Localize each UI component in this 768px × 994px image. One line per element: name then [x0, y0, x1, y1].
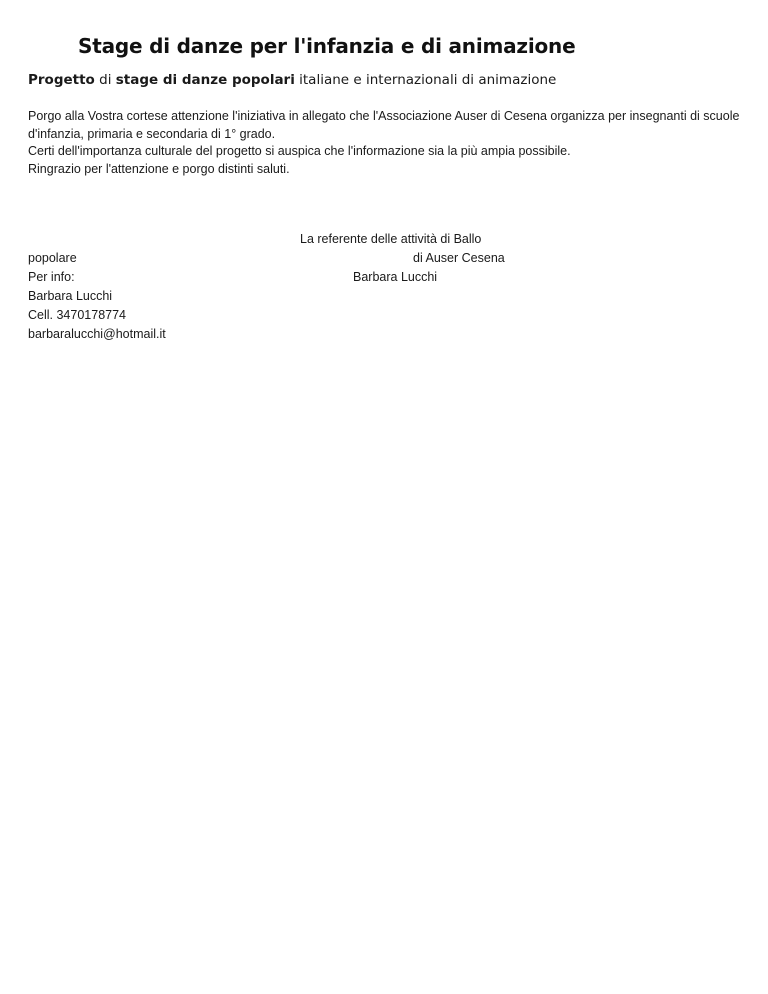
signature-line-2-right: di Auser Cesena	[413, 251, 505, 265]
paragraph-importance: Certi dell'importanza culturale del progetto si auspica che l'informazione sia la più ampia possibile.	[28, 144, 571, 158]
signature-line-1: La referente delle attività di Ballo	[300, 232, 482, 246]
signature-line-2-left: popolare	[28, 251, 77, 265]
paragraph-introduction: Porgo alla Vostra cortese attenzione l'iniziativa in allegato che l'Associazione Auser di Cesena organizza per insegnanti di scuole d'infanzia, primaria e secondaria di 1° grado.	[28, 109, 740, 141]
paragraph-greeting: Ringrazio per l'attenzione e porgo distinti saluti.	[28, 161, 290, 176]
document-title: Stage di danze per l'infanzia e di animazione	[78, 34, 576, 58]
subtitle-text-di: di	[94, 72, 116, 88]
subtitle-bold-progetto: Progetto	[28, 72, 95, 88]
document-subtitle	[28, 72, 556, 88]
body-text	[28, 108, 748, 178]
subtitle-bold-stage: stage di danze popolari	[115, 72, 295, 88]
subtitle-text-rest: italiane e internazionali di animazione	[294, 72, 557, 88]
contact-label: Per info:	[28, 270, 75, 284]
contact-phone: Cell. 3470178774	[28, 308, 126, 322]
contact-email: barbaralucchi@hotmail.it	[28, 327, 166, 341]
signature-name: Barbara Lucchi	[353, 270, 438, 284]
contact-name: Barbara Lucchi	[28, 289, 113, 303]
